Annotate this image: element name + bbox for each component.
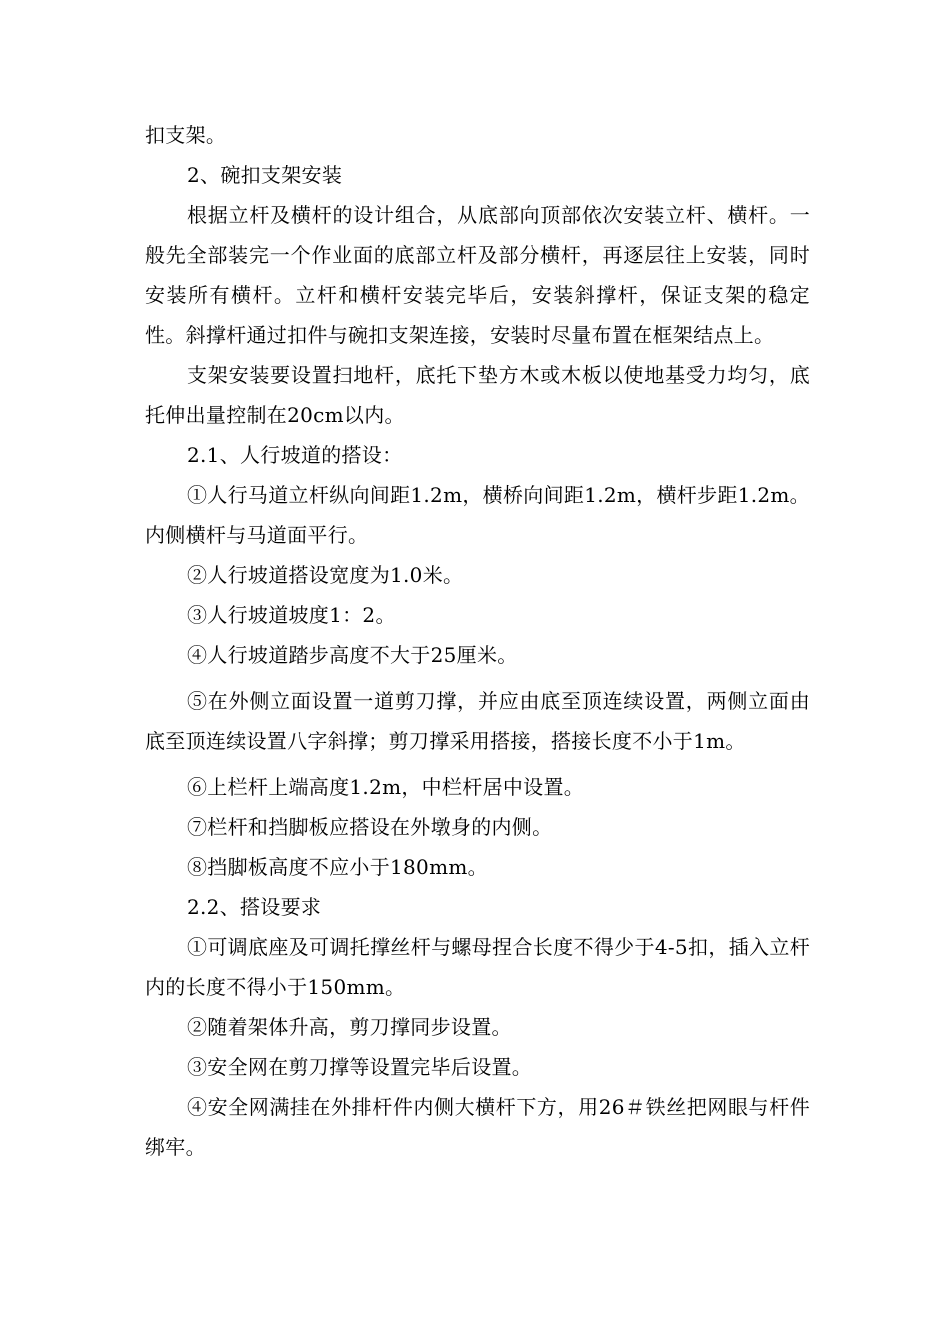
list-item-2-2-1: ①可调底座及可调托撑丝杆与螺母捏合长度不得少于4-5扣，插入立杆内的长度不得小于150mm。 [145,935,810,999]
document-body [145,115,810,1167]
section-heading-2-1: 2.1、人行坡道的搭设： [187,443,403,467]
list-item-2-1-6: ⑥上栏杆上端高度1.2m，中栏杆居中设置。 [187,775,585,799]
list-item-2-2-4: ④安全网满挂在外排杆件内侧大横杆下方，用26＃铁丝把网眼与杆件绑牢。 [145,1095,810,1159]
paragraph-install-order: 根据立杆及横杆的设计组合，从底部向顶部依次安装立杆、横杆。一般先全部装完一个作业面的底部立杆及部分横杆，再逐层往上安装，同时安装所有横杆。立杆和横杆安装完毕后，安装斜撑杆，保证支架的稳定性。斜撑杆通过扣件与碗扣支架连接，安装时尽量布置在框架结点上。 [145,203,810,347]
list-item-2-1-7: ⑦栏杆和挡脚板应搭设在外墩身的内侧。 [187,815,553,839]
paragraph-sweep-rod: 支架安装要设置扫地杆，底托下垫方木或木板以使地基受力均匀，底托伸出量控制在20cm以内。 [145,363,810,427]
list-item-2-2-3: ③安全网在剪刀撑等设置完毕后设置。 [187,1055,533,1079]
list-item-2-1-2: ②人行坡道搭设宽度为1.0米。 [187,563,464,587]
section-heading-2-2: 2.2、搭设要求 [187,895,322,919]
paragraph-continuation: 扣支架。 [145,123,227,147]
list-item-2-1-4: ④人行坡道踏步高度不大于25厘米。 [187,643,518,667]
list-item-2-1-1: ①人行马道立杆纵向间距1.2m，横桥向间距1.2m，横杆步距1.2m。内侧横杆与马道面平行。 [145,483,810,547]
section-heading-2: 2、碗扣支架安装 [187,163,343,187]
list-item-2-1-3: ③人行坡道坡度1：2。 [187,603,396,627]
list-item-2-1-8: ⑧挡脚板高度不应小于180mm。 [187,855,488,879]
list-item-2-1-5: ⑤在外侧立面设置一道剪刀撑，并应由底至顶连续设置，两侧立面由底至顶连续设置八字斜撑；剪刀撑采用搭接，搭接长度不小于1m。 [145,689,810,753]
list-item-2-2-2: ②随着架体升高，剪刀撑同步设置。 [187,1015,512,1039]
